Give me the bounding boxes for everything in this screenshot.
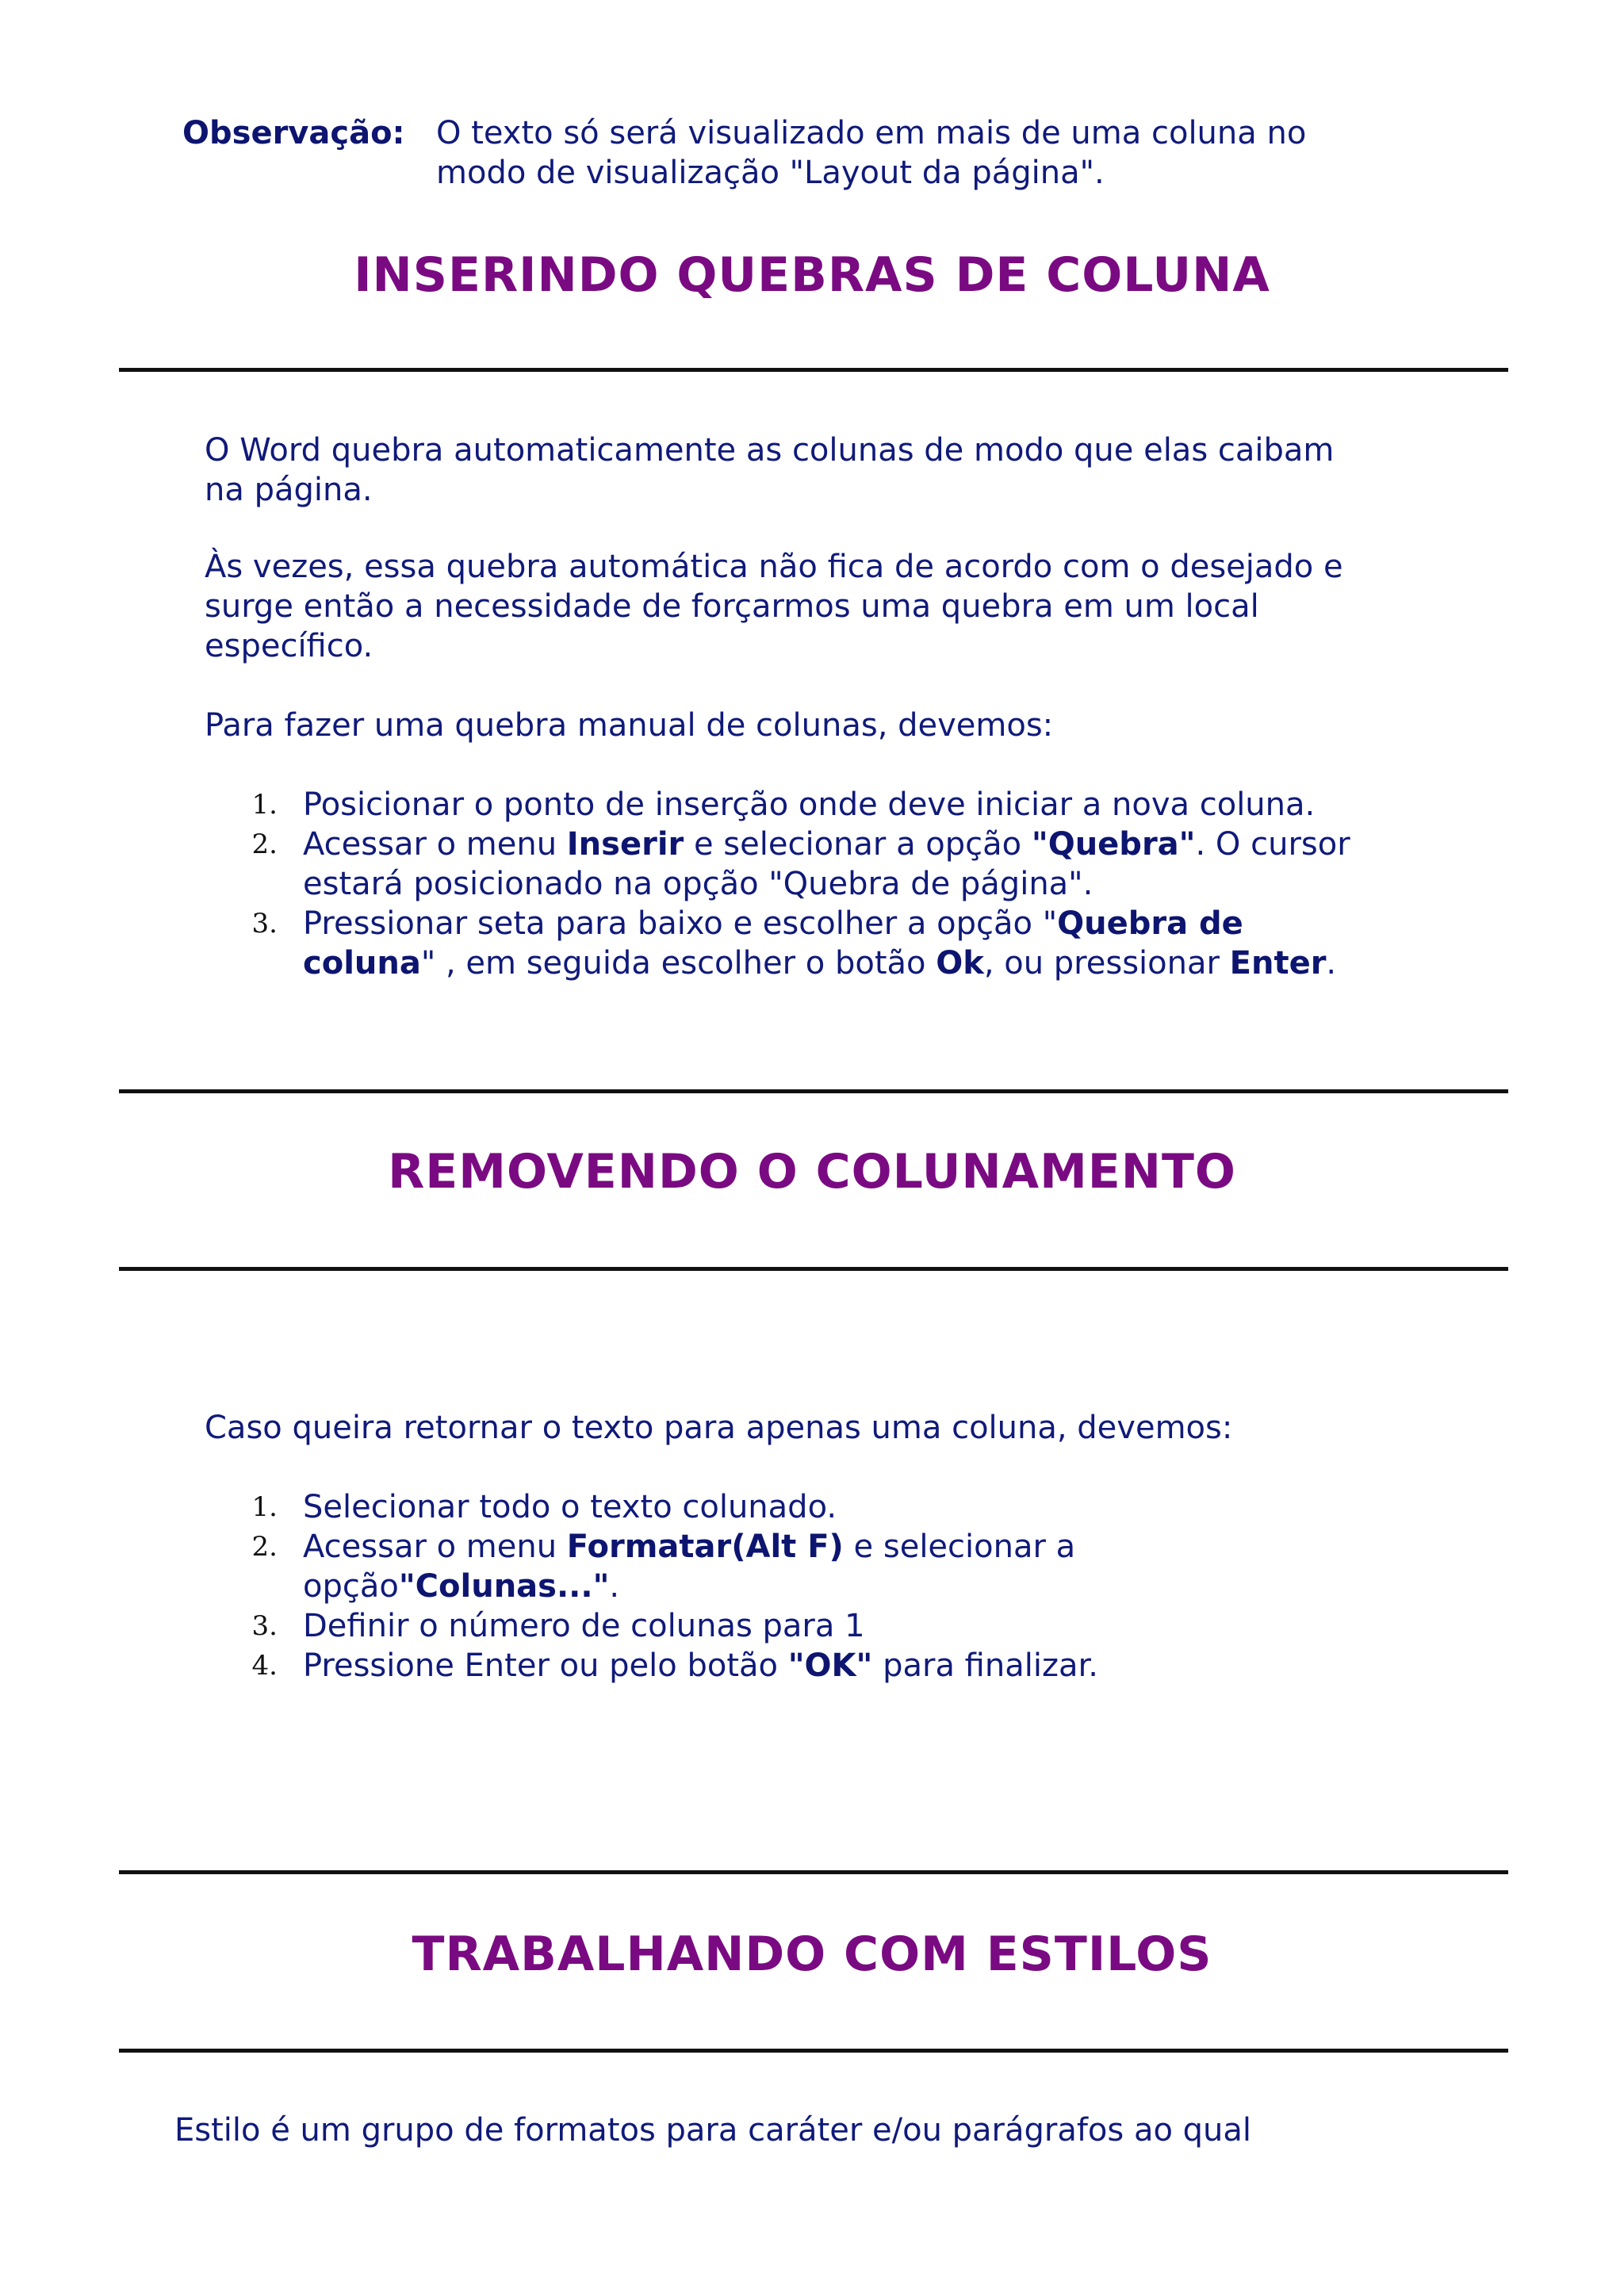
divider-rule (119, 368, 1508, 372)
section-2-intro: Caso queira retornar o texto para apenas uma coluna, devemos: (205, 1410, 1233, 1446)
section-heading-removendo-colunamento: REMOVENDO O COLUNAMENTO (388, 1144, 1236, 1200)
list-number: 2. (251, 1531, 278, 1563)
note-label: Observação: (182, 115, 405, 151)
paragraph-2-line-2: surge então a necessidade de forçarmos uma quebra em um local (205, 588, 1259, 625)
list-item-2-line-2: opção"Colunas...". (303, 1568, 620, 1605)
divider-rule (119, 2049, 1508, 2053)
paragraph-2-line-1: Às vezes, essa quebra automática não fica de acordo com o desejado e (205, 549, 1343, 585)
list-item-3-line-1: Pressionar seta para baixo e escolher a opção "Quebra de (303, 905, 1243, 942)
list-number: 2. (251, 828, 278, 860)
note-line-2: modo de visualização "Layout da página". (436, 155, 1105, 191)
list-item-3: Definir o número de colunas para 1 (303, 1608, 865, 1644)
list-number: 1. (251, 1491, 278, 1523)
section-3-paragraph: Estilo é um grupo de formatos para caráter e/ou parágrafos ao qual (174, 2112, 1252, 2149)
list-number: 3. (251, 908, 278, 939)
note-line-1: O texto só será visualizado em mais de uma coluna no (436, 115, 1307, 151)
note (182, 113, 405, 153)
list-item-4: Pressione Enter ou pelo botão "OK" para finalizar. (303, 1647, 1098, 1684)
paragraph-3: Para fazer uma quebra manual de colunas, devemos: (205, 707, 1054, 744)
list-number: 3. (251, 1610, 278, 1642)
list-number: 4. (251, 1650, 278, 1682)
divider-rule (119, 1267, 1508, 1271)
list-item-1: Posicionar o ponto de inserção onde deve iniciar a nova coluna. (303, 786, 1316, 823)
list-item-3-line-2: coluna" , em seguida escolher o botão Ok, ou pressionar Enter. (303, 945, 1337, 982)
divider-rule (119, 1870, 1508, 1874)
paragraph-1-line-2: na página. (205, 472, 373, 508)
list-number: 1. (251, 789, 278, 821)
divider-rule (119, 1089, 1508, 1093)
list-item-1: Selecionar todo o texto colunado. (303, 1489, 837, 1525)
section-heading-inserindo-quebras: INSERINDO QUEBRAS DE COLUNA (354, 247, 1270, 303)
list-item-2-line-1: Acessar o menu Inserir e selecionar a opção "Quebra". O cursor (303, 826, 1350, 863)
list-item-2-line-2: estará posicionado na opção "Quebra de página". (303, 866, 1094, 902)
paragraph-2-line-3: específico. (205, 628, 373, 664)
paragraph-1-line-1: O Word quebra automaticamente as colunas de modo que elas caibam (205, 432, 1335, 469)
list-item-2-line-1: Acessar o menu Formatar(Alt F) e selecionar a (303, 1529, 1076, 1565)
section-heading-trabalhando-estilos: TRABALHANDO COM ESTILOS (412, 1927, 1212, 1982)
